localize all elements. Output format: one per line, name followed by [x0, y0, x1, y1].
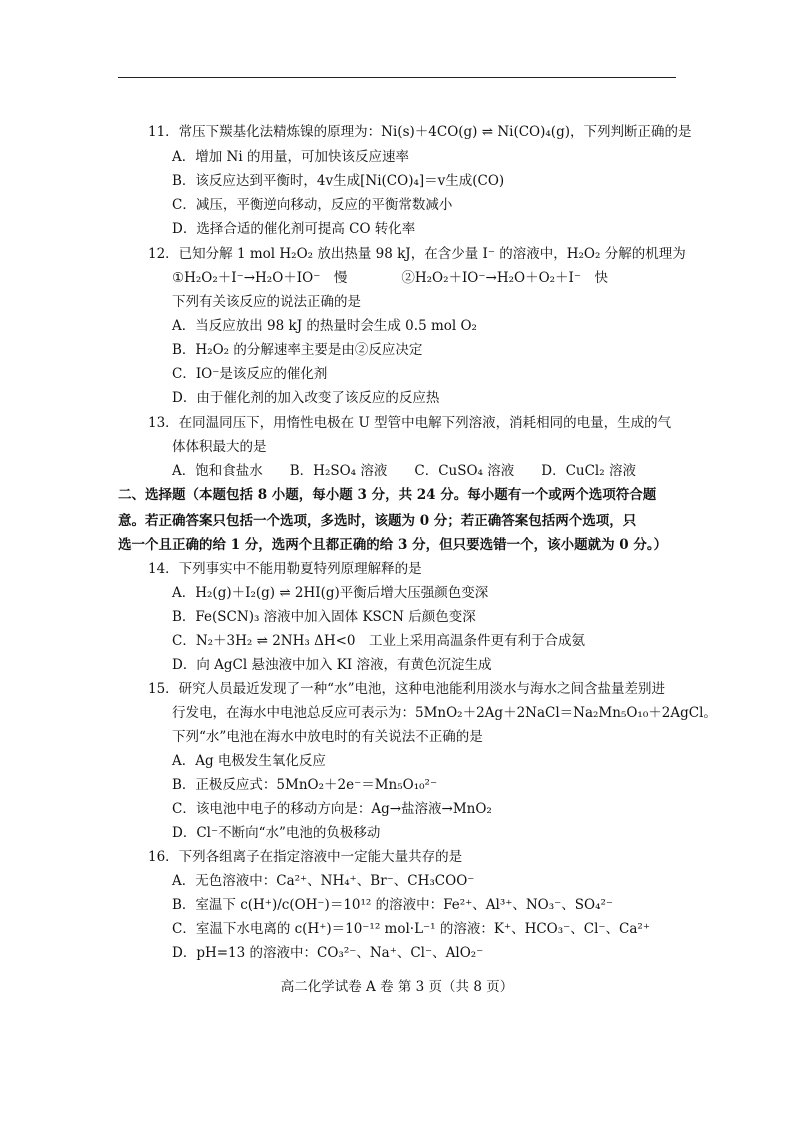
option-line: C．N₂＋3H₂ ⇌ 2NH₃ ΔH<0 工业上采用高温条件更有利于合成氨	[172, 633, 586, 649]
question-line: 11．常压下羰基化法精炼镍的原理为：Ni(s)＋4CO(g) ⇌ Ni(CO)₄(g)，下列判断正确的是	[148, 124, 692, 140]
question-line: 14．下列事实中不能用勒夏特列原理解释的是	[148, 561, 422, 577]
option-line: B．Fe(SCN)₃ 溶液中加入固体 KSCN 后颜色变深	[172, 609, 476, 625]
section-instruction: 意。若正确答案只包括一个选项，多选时，该题为 0 分；若正确答案包括两个选项，只	[118, 513, 637, 529]
option-line: D．Cl⁻不断向“水”电池的负极移动	[172, 825, 381, 841]
question-line: 15．研究人员最近发现了一种“水”电池，这种电池能利用淡水与海水之间含盐量差别进	[148, 681, 665, 697]
option-line: C．该电池中电子的移动方向是：Ag→盐溶液→MnO₂	[172, 801, 492, 817]
question-line: 12．已知分解 1 mol H₂O₂ 放出热量 98 kJ，在含少量 I⁻ 的溶液中，H₂O₂ 分解的机理为	[148, 246, 686, 262]
option-line: D．选择合适的催化剂可提高 CO 转化率	[172, 221, 416, 237]
option-line: B．正极反应式：5MnO₂＋2e⁻＝Mn₅O₁₀²⁻	[172, 777, 438, 793]
option-line: D．pH=13 的溶液中：CO₃²⁻、Na⁺、Cl⁻、AlO₂⁻	[172, 945, 484, 961]
option-line: A．增加 Ni 的用量，可加快该反应速率	[172, 149, 409, 165]
option-line: 体体积最大的是	[172, 439, 267, 455]
question-line: 13．在同温同压下，用惰性电极在 U 型管中电解下列溶液，消耗相同的电量，生成的气	[148, 415, 672, 431]
section-instruction: 二、选择题（本题包括 8 小题，每小题 3 分，共 24 分。每小题有一个或两个选项符合题	[118, 487, 657, 503]
option-line: D．向 AgCl 悬浊液中加入 KI 溶液，有黄色沉淀生成	[172, 657, 492, 673]
option-line: C．减压，平衡逆向移动，反应的平衡常数减小	[172, 197, 453, 213]
page-footer: 高二化学试卷 A 卷 第 3 页（共 8 页）	[280, 979, 514, 995]
option-line: A．H₂(g)＋I₂(g) ⇌ 2HI(g)平衡后增大压强颜色变深	[172, 585, 489, 601]
option-line: B．该反应达到平衡时，4v生成[Ni(CO)₄]＝v生成(CO)	[172, 173, 505, 189]
option-line: A．当反应放出 98 kJ 的热量时会生成 0.5 mol O₂	[172, 318, 477, 334]
option-line: A．饱和食盐水 B．H₂SO₄ 溶液 C．CuSO₄ 溶液 D．CuCl₂ 溶液	[172, 463, 636, 479]
option-line: 行发电，在海水中电池总反应可表示为：5MnO₂＋2Ag＋2NaCl＝Na₂Mn₅O₁₀＋2AgCl。	[172, 705, 717, 721]
option-line: A．Ag 电极发生氧化反应	[172, 753, 326, 769]
option-line: 下列“水”电池在海水中放电时的有关说法不正确的是	[172, 729, 483, 745]
option-line: B．H₂O₂ 的分解速率主要是由②反应决定	[172, 342, 423, 358]
question-line: 16．下列各组离子在指定溶液中一定能大量共存的是	[148, 849, 463, 865]
option-line: 下列有关该反应的说法正确的是	[172, 294, 361, 310]
option-line: D．由于催化剂的加入改变了该反应的反应热	[172, 390, 440, 406]
option-line: C．室温下水电离的 c(H⁺)＝10⁻¹² mol·L⁻¹ 的溶液：K⁺、HCO₃⁻、Cl⁻、Ca²⁺	[172, 921, 650, 937]
option-line: A．无色溶液中：Ca²⁺、NH₄⁺、Br⁻、CH₃COO⁻	[172, 873, 475, 889]
option-line: B．室温下 c(H⁺)/c(OH⁻)＝10¹² 的溶液中：Fe²⁺、Al³⁺、NO₃⁻、SO₄²⁻	[172, 897, 614, 913]
header-rule	[118, 77, 676, 78]
option-line: ①H₂O₂＋I⁻→H₂O＋IO⁻ 慢 ②H₂O₂＋IO⁻→H₂O＋O₂＋I⁻ 快	[172, 270, 609, 286]
option-line: C．IO⁻是该反应的催化剂	[172, 366, 328, 382]
section-instruction: 选一个且正确的给 1 分，选两个且都正确的给 3 分，但只要选错一个，该小题就为 0 分。）	[118, 537, 668, 553]
